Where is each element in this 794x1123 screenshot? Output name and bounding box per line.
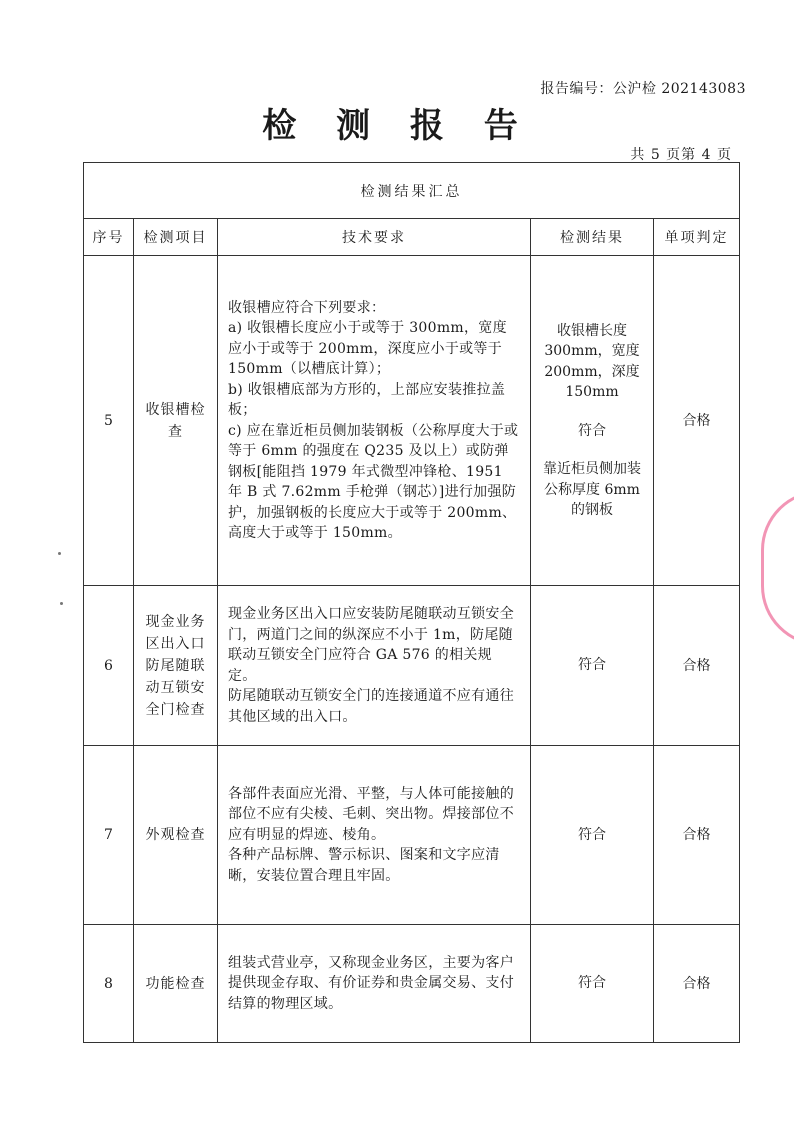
row-number: 7: [84, 746, 134, 925]
column-header-requirements: 技术要求: [218, 219, 531, 256]
row-result: [531, 746, 654, 925]
row-item: 功能检查: [134, 925, 218, 1043]
table-row: [84, 586, 740, 746]
requirement-line: 各部件表面应光滑、平整，与人体可能接触的部位不应有尖棱、毛刺、突出物。焊接部位不应有明显的焊迹、棱角。: [228, 785, 514, 843]
row-number: 5: [84, 256, 134, 586]
row-verdict: 合格: [654, 256, 740, 586]
column-header-item: 检测项目: [134, 219, 218, 256]
row-result: [531, 256, 654, 586]
row-result: [531, 925, 654, 1043]
table-row: [84, 256, 740, 586]
row-verdict: 合格: [654, 746, 740, 925]
official-seal-fragment: [761, 490, 794, 646]
row-number: 6: [84, 586, 134, 746]
row-verdict: 合格: [654, 925, 740, 1043]
requirement-line: b) 收银槽底部为方形的，上部应安装推拉盖板；: [228, 381, 506, 418]
result-line: 靠近柜员侧加装公称厚度 6mm的钢板: [543, 461, 641, 518]
column-header-result: 检测结果: [531, 219, 654, 256]
requirement-line: c) 应在靠近柜员侧加装钢板（公称厚度大于或等于 6mm 的强度在 Q235 及以上）或防弹钢板[能阻挡 1979 年式微型冲锋枪、1951 年 B 式 7.62mm 手枪弹（钢芯）]进行加强防护，加强钢板的长度应大于或等于 200mm、高度大于或等于 150mm。: [228, 422, 519, 541]
row-requirements: [218, 256, 531, 586]
row-requirements: [218, 586, 531, 746]
column-header-no: 序号: [84, 219, 134, 256]
requirement-line: 现金业务区出入口应安装防尾随联动互锁安全门，两道门之间的纵深应不小于 1m，防尾随联动互锁安全门应符合 GA 576 的相关规定。: [228, 606, 514, 684]
requirement-line: a) 收银槽长度应小于或等于 300mm，宽度应小于或等于 200mm，深度应小于或等于 150mm（以槽底计算）；: [228, 320, 507, 377]
table-caption: 检测结果汇总: [84, 163, 740, 219]
row-item: 外观检查: [134, 746, 218, 925]
result-line: 符合: [578, 975, 606, 992]
table-header-row: [84, 219, 740, 256]
report-number: 报告编号：公沪检 202143083: [540, 81, 746, 97]
scan-speck: [60, 602, 63, 605]
results-summary-table: [83, 162, 740, 1043]
requirement-line: 组装式营业亭，又称现金业务区，主要为客户提供现金存取、有价证券和贵金属交易、支付结算的物理区域。: [228, 954, 514, 1012]
requirement-line: 收银槽应符合下列要求：: [228, 299, 386, 316]
scan-speck: [58, 552, 61, 555]
result-line: 符合: [578, 422, 606, 439]
table-row: [84, 746, 740, 925]
row-requirements: [218, 925, 531, 1043]
result-line: 收银槽长度 300mm，宽度 200mm，深度 150mm: [544, 322, 640, 400]
row-item: 收银槽检查: [134, 256, 218, 586]
requirement-line: 防尾随联动互锁安全门的连接通道不应有通往其他区域的出入口。: [228, 688, 514, 725]
page-info: 共 5 页第 4 页: [630, 147, 732, 163]
requirement-line: 各种产品标牌、警示标识、图案和文字应清晰，安装位置合理且牢固。: [228, 847, 500, 884]
row-requirements: [218, 746, 531, 925]
column-header-verdict: 单项判定: [654, 219, 740, 256]
row-number: 8: [84, 925, 134, 1043]
row-verdict: 合格: [654, 586, 740, 746]
document-title: 检 测 报 告: [262, 106, 532, 146]
result-line: 符合: [578, 826, 606, 843]
result-line: 符合: [578, 657, 606, 674]
row-item: 现金业务区出入口防尾随联动互锁安全门检查: [134, 586, 218, 746]
row-result: [531, 586, 654, 746]
table-row: [84, 925, 740, 1043]
